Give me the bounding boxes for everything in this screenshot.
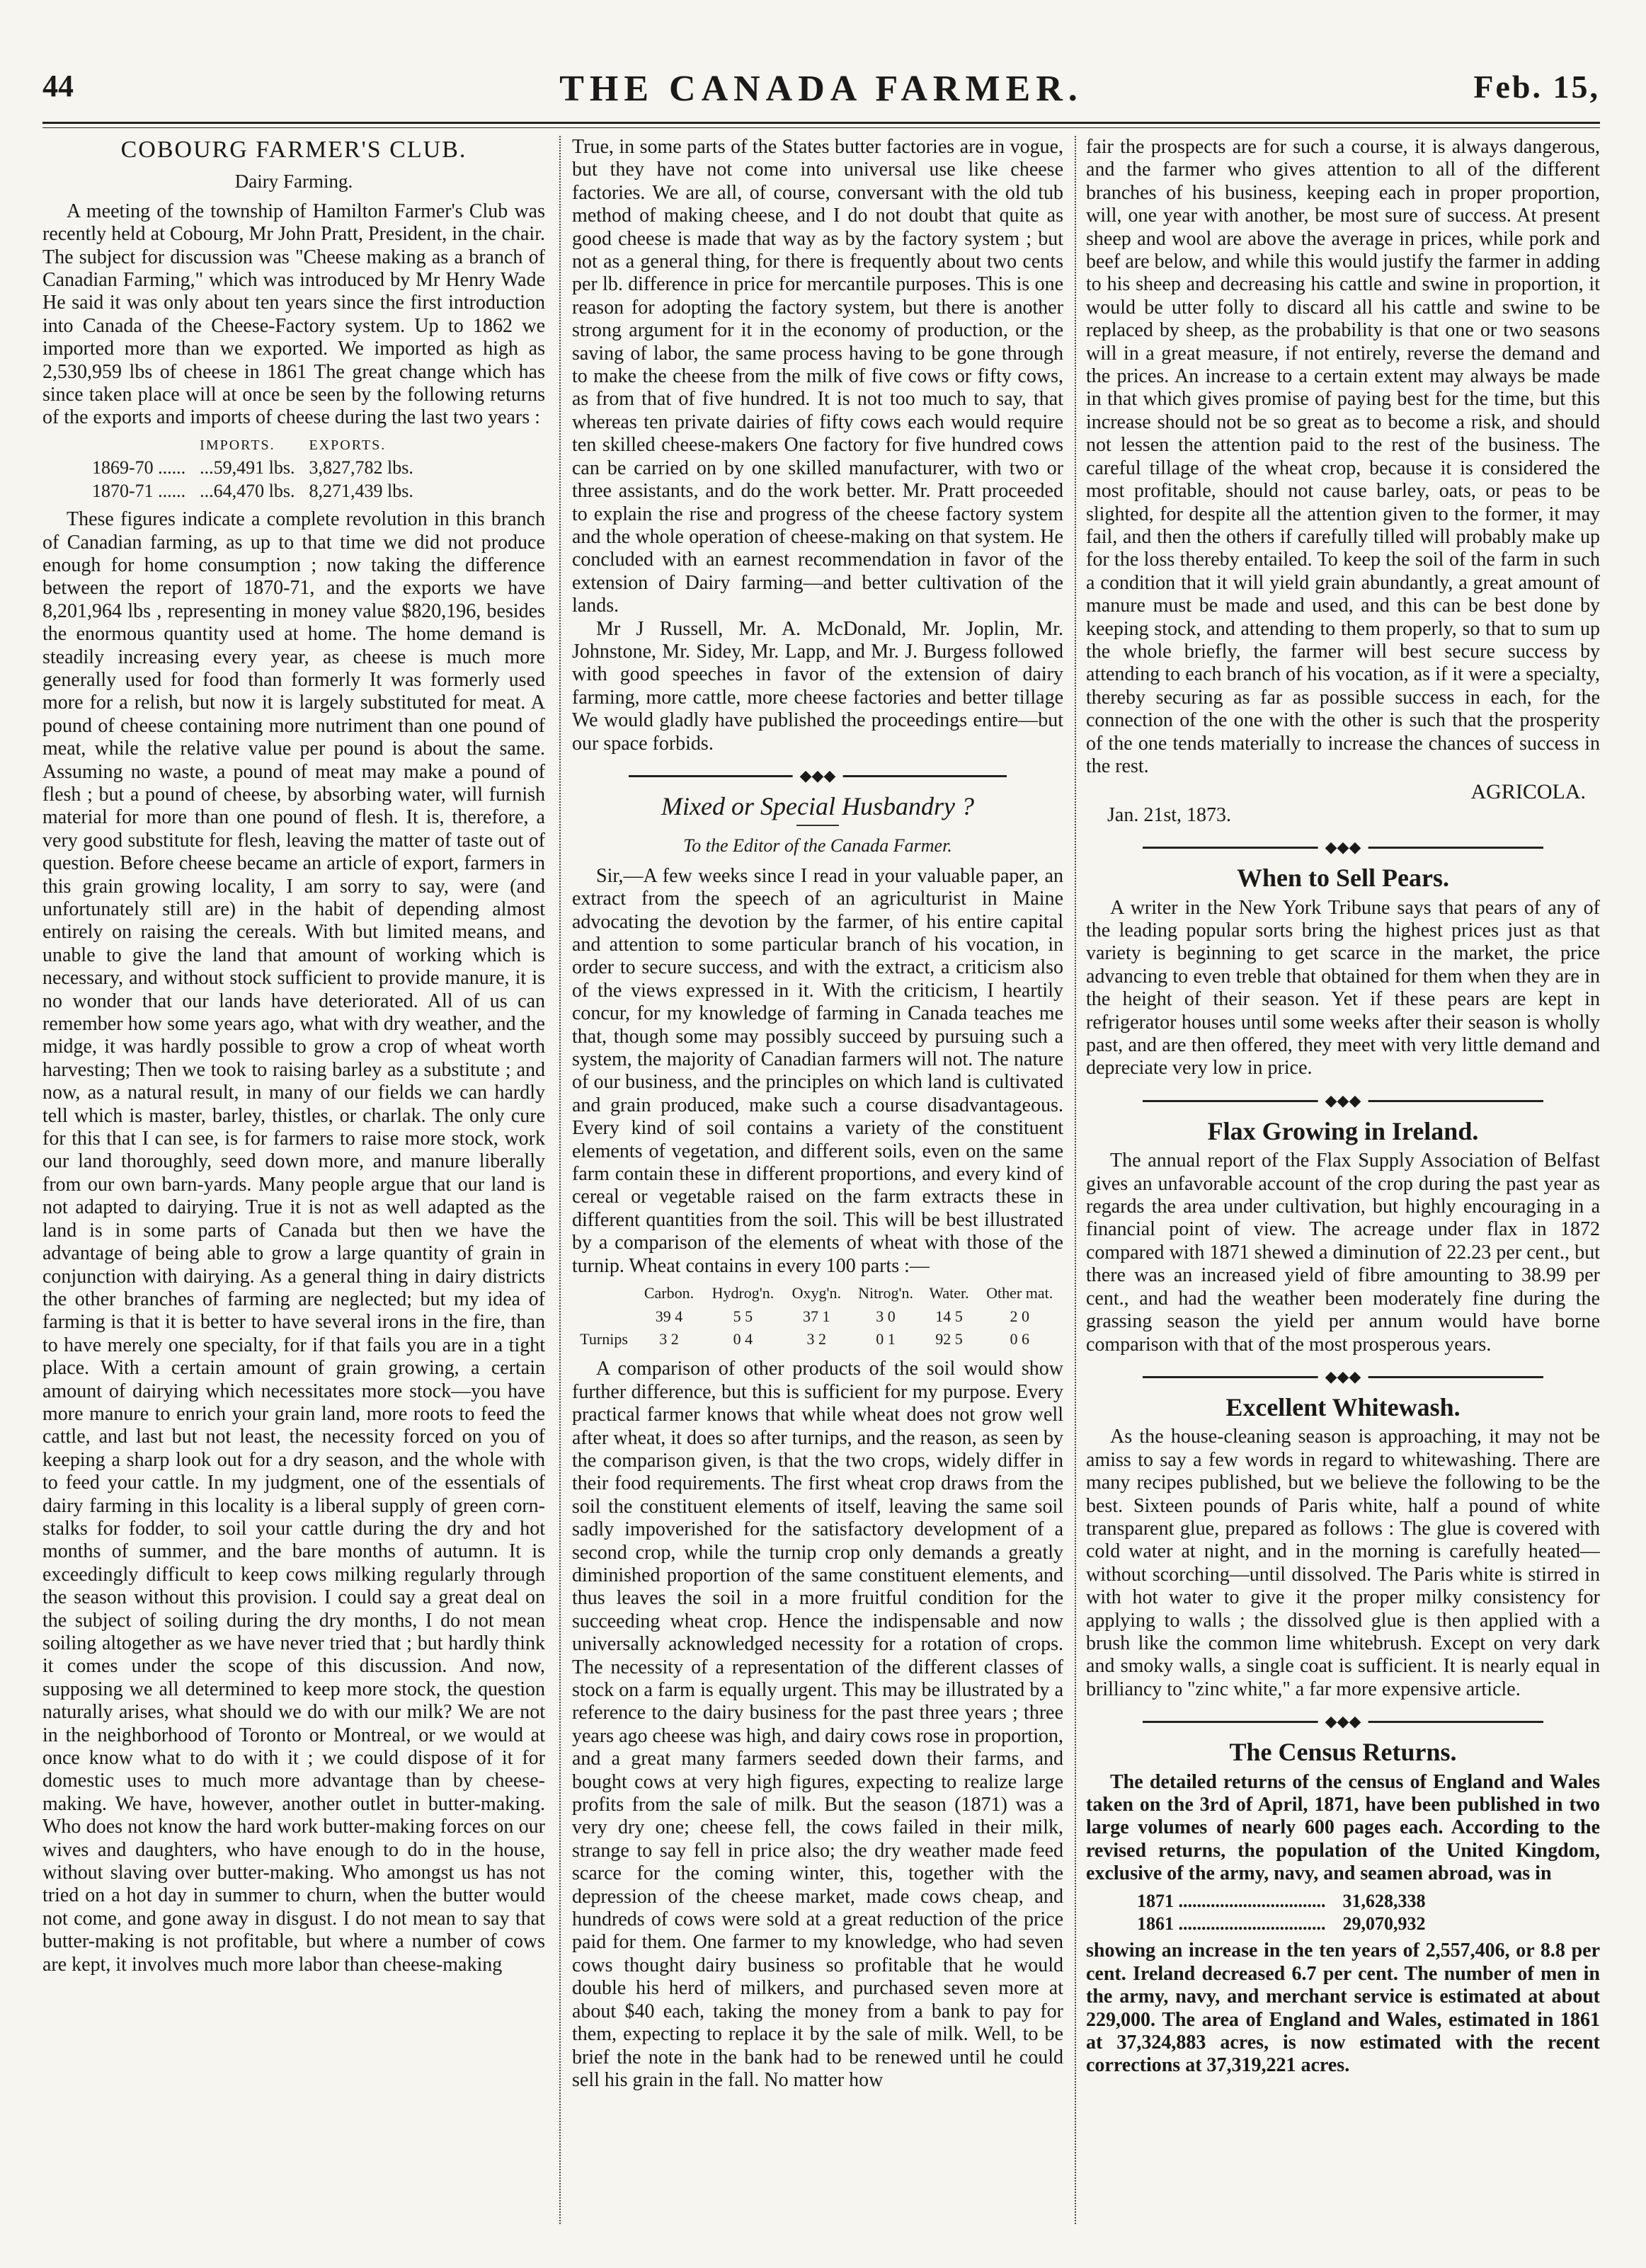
table-row	[572, 1328, 1063, 1351]
article-heading-pears: When to Sell Pears.	[1237, 864, 1449, 893]
paragraph: The detailed returns of the census of England and Wales taken on the 3rd of April, 1871, have been published in two large volumes of nearly 600 pages each. According to the revised returns, the population of the United Kingdom, exclusive of the army, navy, and seamen abroad, was in	[1086, 1770, 1600, 1885]
table-cell: 1869-70 ......	[92, 457, 186, 479]
paragraph: These figures indicate a complete revolution in this branch of Canadian farming, as up to that time we did not produce enough for home consumption ; now taking the difference between the report of 1870-71, and the exports we have 8,201,964 lbs , representing in money value $820,196, besides the enormous quantity used at home. The home demand is steadily increasing every year, as cheese is much more generally used for food than formerly It was formerly used more for a relish, but now it is largely substituted for meat. A pound of cheese containing more nutriment than one pound of meat, while the relative value per pound is about the same. Assuming no waste, a pound of meat may make a pound of flesh ; but a pound of cheese, by absorbing water, will furnish material for more than one pound of flesh. It is, therefore, a very good substitute for flesh, leaving the matter of taste out of question. Before cheese became an article of export, farmers in this grain growing locality, I am sorry to say, were (and unfortunately still are) in the habit of depending almost entirely on raising the cereals. With but limited means, and unable to give the land that amount of working which is necessary, and without stock sufficient to provide manure, it is no wonder that our lands have deteriorated. All of us can remember how some years ago, what with dry weather, and the midge, it was hardly possible to grow a crop of wheat worth harvesting; Then we took to raising barley as a substitute ; and now, as a natural result, in many of our fields we can hardly tell which is master, barley, thistles, or charlak. The only cure for this that I can see, is for farmers to raise more stock, work our land thoroughly, seed down more, and manure liberally from our own barn-yards. Many people argue that our land is not adapted to dairying. True it is not as well adapted as the land is in some parts of Canada but then we have the advantage of being able to grow a large quantity of grain in conjunction with dairying. As a general thing in dairy districts the other branches of farming are neglected; but my idea of farming is that it is better to have several irons in the fire, than to have merely one specialty, for if that fails you are in a tight place. With a certain amount of grain growing, a certain amount of dairying which necessitates more stock—you have more manure to enrich your grain land, more roots to feed the cattle, and last but not least, the necessity forced on you of keeping a sharp look out for a dry season, and the whole with to feed your cattle. In my judgment, one of the essentials of dairy farming in this locality is a liberal supply of green corn-stalks for fodder, to soil your cattle during the dry and hot months of summer, and the bare months of autumn. It is exceedingly difficult to keep cows milking regularly through the season without this provision. I could say a great deal on the subject of soiling during the dry months, I do not mean soiling altogether as we have never tried that ; but hardly think it comes under the scope of this discussion. And now, supposing we all determined to keep more stock, the question naturally arises, what should we do with our milk? We are not in the neighborhood of Toronto or Montreal, or we would at once know what to do with it ; we could dispose of it for domestic uses to much more advantage than by cheese-making. We have, however, another outlet in butter-making. Who does not know the hard work butter-making forces on our wives and daughters, who have enough to do in the house, without slaving over butter-making. Who amongst us has not tried on a hot day in summer to churn, when the butter would not come, and gone away in disgust. I do not mean to say that butter-making is not profitable, but where a number of cows are kept, it involves much more labor than cheese-making	[42, 508, 545, 1976]
column-3	[1086, 136, 1600, 2224]
section-ornament: ◆◆◆	[1143, 838, 1543, 857]
article-heading-census: The Census Returns.	[1229, 1738, 1457, 1767]
paragraph: showing an increase in the ten years of 2,557,406, or 8.8 per cent. Ireland decreased 6.7 per cent. The number of men in the army, navy, and merchant service is estimated at about 229,000. The area of England and Wales, estimated in 1861 at 37,324,883 acres, is now estimated with the recent corrections at 37,319,221 acres.	[1086, 1940, 1600, 2077]
table-cell: 3 2	[659, 1329, 679, 1348]
page-number: 44	[42, 69, 74, 103]
paragraph: Sir,—A few weeks since I read in your valuable paper, an extract from the speech of an agriculturist in Maine advocating the devotion by the farmer, of his entire capital and attention to some particular branch of his vocation, in order to secure success, and with the extract, a criticism also of the views expressed in it. With the criticism, I heartily concur, for my knowledge of farming in Canada teaches me that, though some may possibly succeed by pursuing such a system, the majority of Canadian farmers will not. The nature of our business, and the principles on which land is cultivated and grain produced, make such a course disadvantageous. Every kind of soil contains a variety of the constituent elements of vegetation, and different soils, even on the same farm contain these in different proportions, and every kind of cereal or vegetable raised on the farm extracts these in different quantities from the soil. This will be best illustrated by a comparison of the elements of wheat with those of the turnip. Wheat contains in every 100 parts :—	[572, 864, 1063, 1277]
article-heading-flax: Flax Growing in Ireland.	[1207, 1116, 1479, 1145]
table-cell: 3,827,782 lbs.	[309, 457, 413, 479]
sub-rule	[796, 825, 839, 826]
table-row	[1128, 1913, 1434, 1935]
section-ornament: ◆◆◆	[1143, 1368, 1543, 1386]
table-header: Water.	[929, 1284, 969, 1302]
table-cell	[572, 1305, 636, 1328]
column-divider	[1075, 136, 1076, 2224]
table-cell: 29,070,932	[1342, 1913, 1426, 1935]
table-header: Other mat.	[986, 1284, 1053, 1302]
letter-salutation: To the Editor of the Canada Farmer.	[683, 835, 952, 857]
article-heading-husbandry: Mixed or Special Husbandry ?	[661, 791, 974, 820]
paragraph: True, in some parts of the States butter factories are in vogue, but they have not come into universal use like cheese factories. We are all, of course, conversant with the old tub method of making cheese, and I do not doubt that quite as good cheese is made that way as by the factory system ; but not as a general thing, for there is frequently about two cents per lb. difference in price for mercantile purposes. This is one reason for adopting the factory system, but there is another strong argument for it in the economy of production, or the saving of labor, the same process having to be gone through to make the cheese from the milk of five cows or fifty cows, as from that of five hundred. It is not too much to say, that whereas ten private dairies of fifty cows each would require ten skilled cheese-makers One factory for five hundred cows can be carried on by one skilled manufacturer, with two or three assistants, and do the work better. Mr. Pratt proceeded to explain the rise and progress of the cheese factory system and the whole operation of cheese-making on that system. He concluded with an earnest recommendation in favor of the extension of Dairy farming—and better cultivation of the lands.	[572, 136, 1063, 617]
table-row	[572, 1305, 1063, 1328]
table-cell: 0 6	[1010, 1329, 1029, 1348]
paragraph: The annual report of the Flax Supply Association of Belfast gives an unfavorable account of the crop during the past year as regards the area under cultivation, but highly encouraging in a financial point of view. The acreage under flax in 1872 compared with 1871 shewed a diminution of 22.23 per cent., but there was an increased yield of fibre amounting to 38.99 per cent., and had the weather been moderately fine during the grassing season the yield per annum would have borne comparison with that of the most prosperous years.	[1086, 1150, 1600, 1356]
column-divider	[559, 136, 561, 2224]
table-row	[1128, 1890, 1434, 1913]
soil-analysis-table	[572, 1282, 1063, 1351]
signature: AGRICOLA.	[1470, 780, 1586, 804]
column-2	[572, 136, 1063, 2224]
table-cell: 5 5	[733, 1307, 753, 1325]
table-cell: 0 4	[733, 1329, 753, 1348]
table-row	[85, 457, 421, 479]
paragraph: As the house-cleaning season is approaching, it may not be amiss to say a few words in regard to whitewashing. There are many recipes published, but we believe the following to be the best. Sixteen pounds of Paris white, half a pound of white transparent glue, prepared as follows : The glue is covered with cold water at night, and in the morning is carefully heated—without scorching—until dissolved. The Paris white is stirred in with hot water to give it the proper milky consistency for applying to walls ; the dissolved glue is then applied with a brush like the common lime whitebrush. Except on very dark and smoky walls, a single coat is sufficient. It is nearly equal in brilliancy to "zinc white," a far more expensive article.	[1086, 1426, 1600, 1700]
section-ornament: ◆◆◆	[629, 767, 1007, 785]
table-header: Nitrog'n.	[858, 1284, 913, 1302]
table-cell: 8,271,439 lbs.	[309, 480, 413, 501]
table-cell: 39 4	[655, 1307, 683, 1325]
cheese-trade-table	[85, 434, 421, 503]
paragraph: A meeting of the township of Hamilton Farmer's Club was recently held at Cobourg, Mr John Pratt, President, in the chair. The subject for discussion was "Cheese making as a branch of Canadian Farming," which was introduced by Mr Henry Wade He said it was only about ten years since the first introduction into Canada of the Cheese-Factory system. Up to 1862 we imported more than we exported. We imported as high as 2,530,959 lbs of cheese in 1861 The great change which has since taken place will at once be seen by the following returns of the exports and imports of cheese during the last two years :	[42, 200, 545, 429]
column-1	[42, 136, 545, 2224]
paragraph: Mr J Russell, Mr. A. McDonald, Mr. Joplin, Mr. Johnstone, Mr. Sidey, Mr. Lapp, and Mr. J. Burgess followed with good speeches in favor of the extension of dairy farming, more cattle, more cheese factories and better tillage We would gladly have published the proceedings entire—but our space forbids.	[572, 617, 1063, 755]
table-cell: ...59,491 lbs.	[200, 457, 295, 479]
letter-date: Jan. 21st, 1873.	[1107, 803, 1231, 826]
table-cell: 37 1	[803, 1307, 830, 1325]
table-cell: ...64,470 lbs.	[200, 480, 295, 501]
table-cell: 3 0	[876, 1307, 896, 1325]
issue-date: Feb. 15,	[1473, 69, 1600, 105]
table-header: IMPORTS.	[200, 437, 275, 453]
table-header	[572, 1282, 636, 1305]
table-header: Carbon.	[644, 1284, 695, 1302]
table-header: Oxyg'n.	[791, 1284, 841, 1302]
header-rule	[42, 122, 1600, 124]
section-ornament: ◆◆◆	[1143, 1712, 1543, 1731]
paragraph: A comparison of other products of the soil would show further difference, but this is sufficient for my purpose. Every practical farmer knows that while wheat does not grow well after wheat, it does so after turnips, and the reason, as seen by the comparison given, is that the two crops, widely differ in their food requirements. The first wheat crop draws from the soil the constituent elements of itself, leaving the same soil sadly impoverished for the satisfactory development of a second crop, while the turnip crop only demands a greatly diminished proportion of the same constituent elements, and thus leaves the soil in a more fruitful condition for the succeeding wheat crop. Hence the indispensable and now universally acknowledged necessity for a rotation of crops. The necessity of a representation of the different classes of stock on a farm is equally urgent. This may be illustrated by a reference to the dairy business for the past three years ; three years ago cheese was high, and dairy cows rose in proportion, and a great many farmers seeded down their farms, and bought cows at very high figures, expecting to realize large profits from the sale of milk. But the season (1871) was a very dry one; cheese fell, the cows failed in their milk, strange to say fell in price also; the dry weather made feed scarce for the coming winter, this, together with the depression of the cheese market, made cows cheap, and hundreds of cows were sold at a great reduction of the price paid for them. One farmer to my knowledge, who had seven cows thought dairy business so profitable that he would double his herd of milkers, and purchased seven more at about $40 each, taking the money from a bank to pay for them, expecting to replace it by the sale of milk. Well, to be brief the note in the bank had to be renewed until he could sell his grain in the fall. No matter how	[572, 1358, 1063, 2091]
section-ornament: ◆◆◆	[1143, 1092, 1543, 1110]
table-header: Hydrog'n.	[711, 1284, 775, 1302]
table-cell: 0 1	[876, 1329, 896, 1348]
census-table	[1128, 1890, 1434, 1936]
table-row	[85, 480, 421, 503]
article-heading-whitewash: Excellent Whitewash.	[1225, 1392, 1461, 1421]
table-cell: 92 5	[935, 1329, 963, 1348]
table-cell: 1870-71 ......	[92, 480, 186, 501]
article-subheading-dairy: Dairy Farming.	[234, 171, 353, 193]
table-cell: 3 2	[806, 1329, 827, 1348]
table-cell: 1861 ................................	[1137, 1913, 1326, 1935]
table-cell: 14 5	[935, 1307, 963, 1325]
table-cell: 31,628,338	[1342, 1890, 1426, 1911]
table-header	[85, 434, 193, 457]
table-cell: 2 0	[1010, 1307, 1029, 1325]
masthead	[42, 68, 1600, 118]
header-rule-thin	[42, 127, 1600, 128]
newspaper-title: THE CANADA FARMER.	[559, 69, 1083, 109]
paragraph: fair the prospects are for such a course, it is always dangerous, and the farmer who gives attention to all of the different branches of his business, keeping each in proper proportion, will, one year with another, be most sure of success. At present sheep and wool are above the average in prices, while pork and beef are below, and while this would justify the farmer in adding to his sheep and decreasing his cattle and swine in proportion, it would be utter folly to discard all his cattle and swine to be replaced by sheep, as the probability is that one or two seasons will in a great measure, if not entirely, reverse the demand and the prices. An increase to a certain extent may always be made in that which gives promise of paying best for the time, but this increase should not be so great as to become a risk, and should not lessen the attention paid to the rest of the business. The careful tillage of the wheat crop, because it is considered the most profitable, should not cause barley, oats, or peas to be slighted, for despite all the attention given to the former, it may fail, and then the others if carefully tilled will probably make up for the loss thereby entailed. To keep the soil of the farm in such a condition that it will yield grain abundantly, a great amount of manure must be made and used, and this can be best done by keeping stock, and attending to them properly, so that to sum up the whole briefly, the farmer will best secure success by attending to each branch of his vocation, as if it were a specialty, thereby securing as far as possible success in each, for the connection of the one with the other is such that the prosperity of the one tends materially to increase the chances of success in the rest.	[1086, 136, 1600, 777]
table-header: EXPORTS.	[309, 437, 387, 453]
table-cell: 1871 ................................	[1137, 1890, 1326, 1911]
paragraph: A writer in the New York Tribune says that pears of any of the leading popular sorts bring the highest prices just as that variety is beginning to get scarce in the market, the price advancing to even treble that obtained for them when they are in the height of their season. Yet if these pears are kept in refrigerator houses until some weeks after their season is wholly past, and are then offered, they meet with very little demand and depreciate very low in price.	[1086, 896, 1600, 1079]
table-cell: Turnips	[580, 1329, 628, 1348]
article-heading-cobourg: COBOURG FARMER'S CLUB.	[120, 137, 467, 163]
